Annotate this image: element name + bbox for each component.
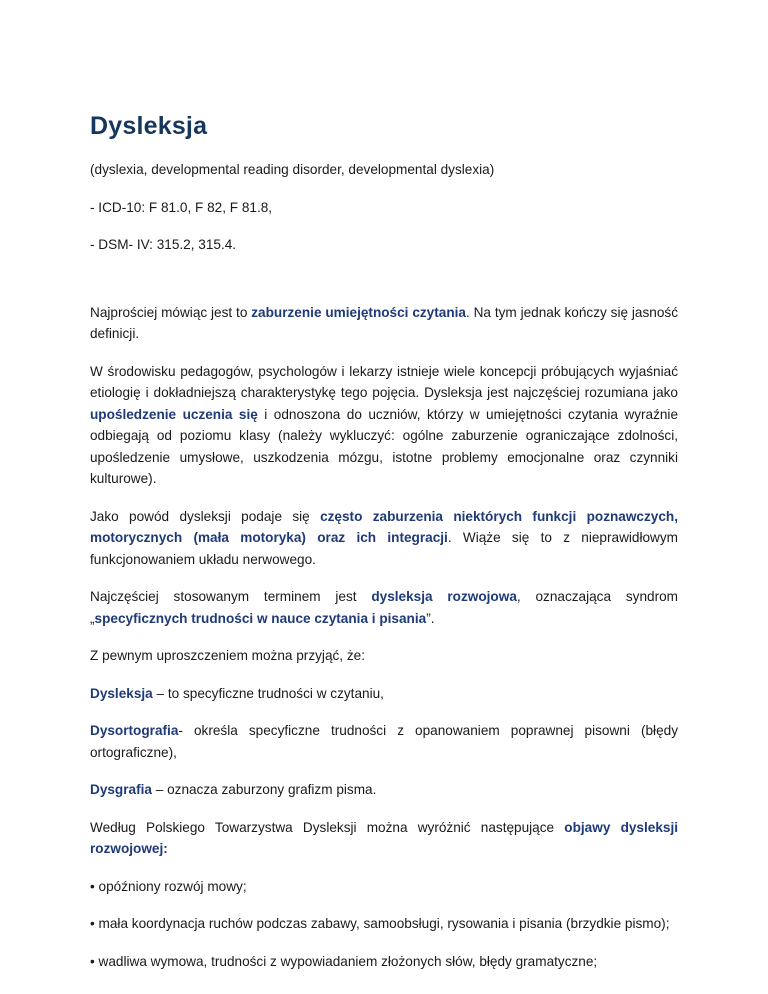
aliases-line: (dyslexia, developmental reading disorder, developmental dyslexia) bbox=[90, 162, 495, 177]
text: , oznaczająca syndrom „ bbox=[90, 589, 678, 626]
term-label: Dysgrafia bbox=[90, 782, 152, 797]
text: ”. bbox=[426, 610, 435, 626]
text: . Na tym jednak kończy się jasność definicji. bbox=[90, 304, 679, 341]
page-title: Dysleksja bbox=[90, 112, 208, 140]
text: Najczęściej stosowanym terminem jest bbox=[90, 589, 372, 604]
term-label: Dysortografia bbox=[90, 723, 179, 738]
bullet-item: • wadliwa wymowa, trudności z wypowiadaniem złożonych słów, błędy gramatyczne; bbox=[90, 953, 598, 969]
paragraph-concepts bbox=[90, 361, 678, 490]
term-definition: – to specyficzne trudności w czytaniu, bbox=[152, 685, 384, 701]
emphasis: dysleksja rozwojowa bbox=[371, 589, 517, 604]
term-definition: – oznacza zaburzony grafizm pisma. bbox=[151, 782, 377, 797]
icd-line: - ICD-10: F 81.0, F 82, F 81.8, bbox=[90, 199, 273, 215]
term-dysleksja bbox=[90, 683, 678, 705]
paragraph-term bbox=[90, 586, 678, 629]
term-dysgrafia bbox=[90, 779, 678, 801]
bullet-item: • opóźniony rozwój mowy; bbox=[90, 878, 247, 894]
paragraph-definition bbox=[90, 302, 678, 345]
paragraph-symptoms-intro bbox=[90, 817, 678, 860]
spacer bbox=[90, 272, 678, 302]
text: W środowisku pedagogów, psychologów i lekarzy istnieje wiele koncepcji próbujących wyjaśniać etiologię i dokładniejszą charakterystykę tego pojęcia. Dysleksja jest najczęściej rozumiana jako bbox=[90, 363, 678, 400]
emphasis: upośledzenie uczenia się bbox=[90, 406, 258, 422]
term-definition: - określa specyficzne trudności z opanowaniem poprawnej pisowni (błędy ortograficzne), bbox=[90, 723, 678, 760]
dsm-line: - DSM- IV: 315.2, 315.4. bbox=[90, 237, 237, 252]
text: Jako powód dysleksji podaje się bbox=[90, 508, 321, 524]
text: Według Polskiego Towarzystwa Dysleksji można wyróżnić następujące bbox=[90, 819, 565, 835]
emphasis: często zaburzenia niektórych funkcji poznawczych, motorycznych (mała motoryka) oraz ich integracji bbox=[90, 508, 678, 545]
emphasis: zaburzenie umiejętności czytania bbox=[251, 304, 466, 320]
term-label: Dysleksja bbox=[90, 685, 153, 701]
text: i odnoszona do uczniów, którzy w umiejętności czytania wyraźnie odbiegają od poziomu klasy (należy wykluczyć: ogólne zaburzenie ograniczające zdolności, upośledzenie umysłowe, uszkodzenia mózgu, istotne problemy emocjonalne oraz czynniki kulturowe). bbox=[90, 406, 679, 486]
emphasis: objawy dysleksji rozwojowej bbox=[90, 819, 678, 856]
emphasis: specyficznych trudności w nauce czytania i pisania bbox=[94, 610, 427, 626]
bullet-item: • mała koordynacja ruchów podczas zabawy, samoobsługi, rysowania i pisania (brzydkie pismo); bbox=[90, 916, 670, 931]
paragraph-causes bbox=[90, 506, 678, 571]
colon: : bbox=[163, 841, 168, 856]
text: Najprościej mówiąc jest to bbox=[90, 304, 252, 320]
paragraph-simplification: Z pewnym uproszczeniem można przyjąć, że: bbox=[90, 648, 365, 663]
text: . Wiąże się to z nieprawidłowym funkcjonowaniem układu nerwowego. bbox=[90, 530, 678, 567]
term-dysortografia bbox=[90, 720, 678, 763]
